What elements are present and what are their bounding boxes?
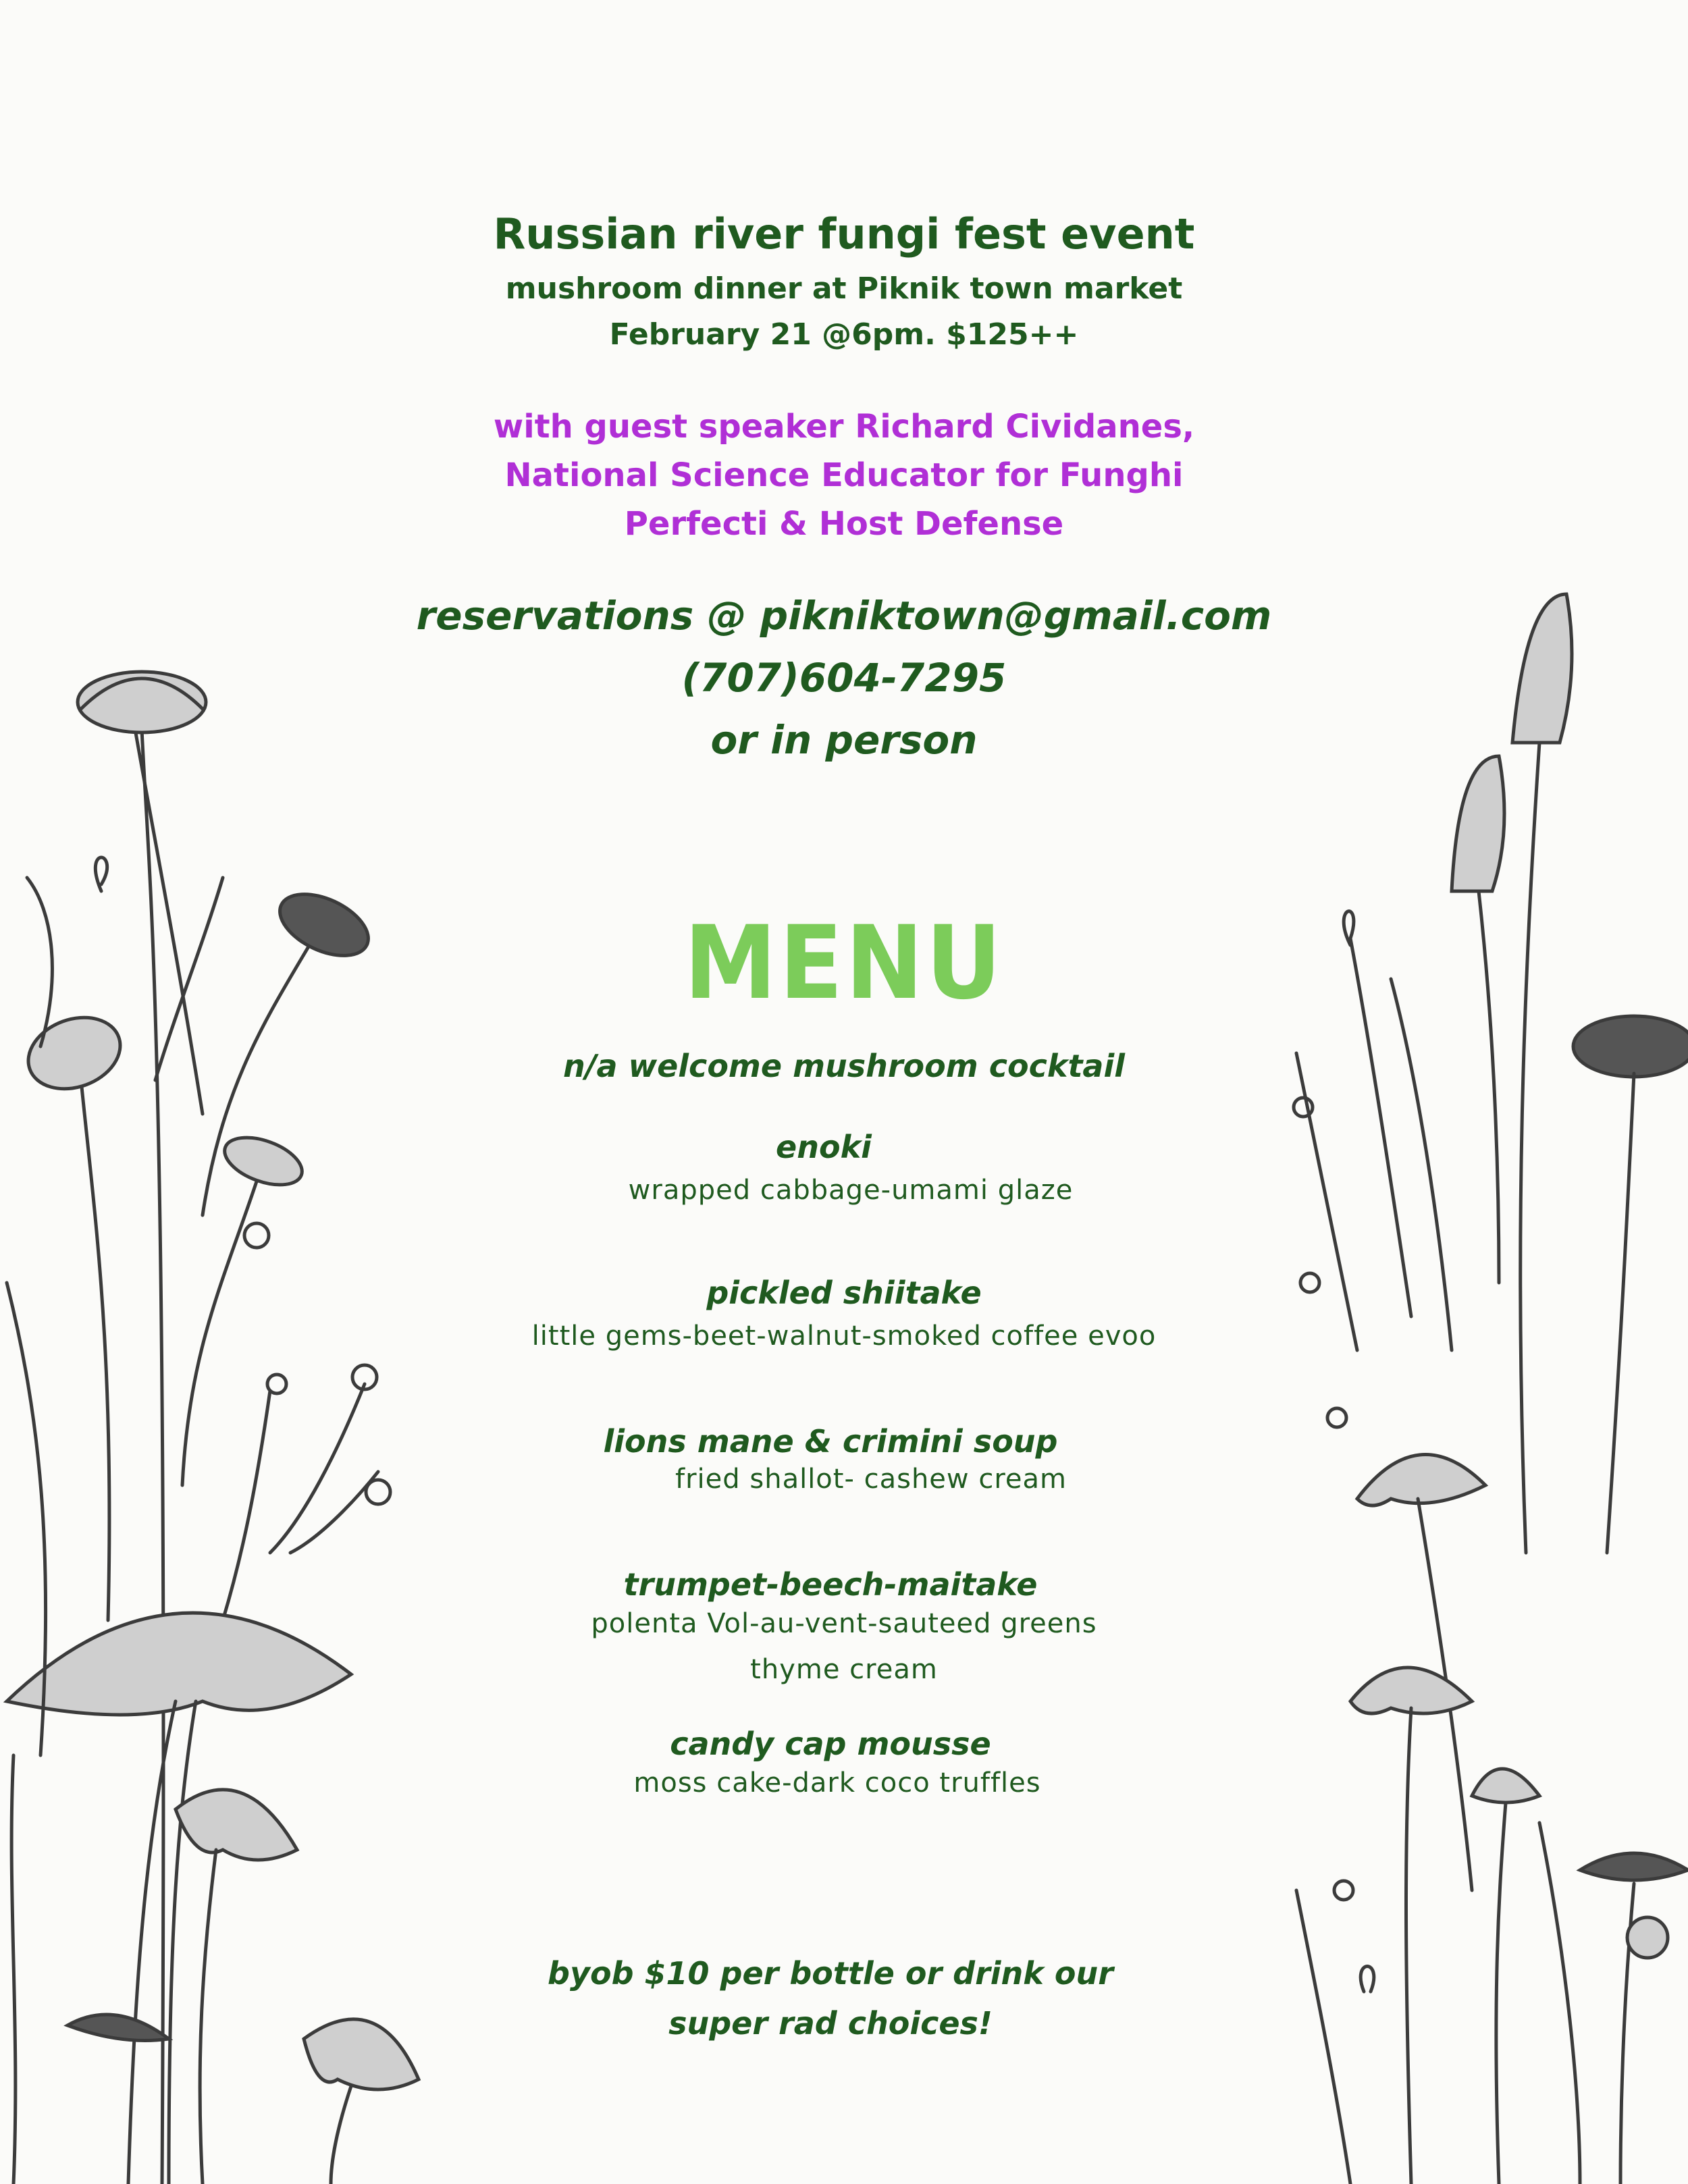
menu-welcome: n/a welcome mushroom cocktail [562,1048,1126,1084]
course-name-lions-mane: lions mane & crimini soup [603,1423,1058,1460]
event-title: Russian river fungi fest event [493,209,1195,259]
guest-speaker: with guest speaker Richard Cividanes, National Science Educator for Funghi Perfecti & Host Defense [493,408,1195,543]
course-desc-pickled-shiitake: little gems-beet-walnut-smoked coffee evoo [531,1321,1157,1352]
mushroom-illustration-left [0,0,432,2184]
event-subtitle: mushroom dinner at Piknik town market [505,271,1183,306]
course-desc-enoki: wrapped cabbage-umami glaze [628,1175,1074,1206]
menu-title: MENU [684,905,1004,1022]
reservations-email[interactable]: reservations @ pikniktown@gmail.com [416,593,1272,639]
course-desc2-trumpet: thyme cream [750,1654,938,1685]
course-name-pickled-shiitake: pickled shiitake [706,1275,982,1311]
course-desc-candy-cap: moss cake-dark coco truffles [633,1767,1041,1799]
course-name-candy-cap: candy cap mousse [670,1726,991,1762]
course-name-enoki: enoki [776,1129,872,1165]
course-name-trumpet: trumpet-beech-maitake [623,1566,1038,1603]
byob-line-1: byob $10 per bottle or drink our [548,1955,1113,1992]
course-desc-lions-mane: fried shallot- cashew cream [675,1464,1067,1495]
reservations-in-person: or in person [710,717,978,763]
course-desc-trumpet: polenta Vol-au-vent-sauteed greens [591,1608,1097,1639]
event-date-price: February 21 @6pm. $125++ [609,317,1079,352]
mushroom-illustration-right [1256,0,1688,2184]
byob-line-2: super rad choices! [668,2005,993,2042]
reservations-phone[interactable]: (707)604-7295 [681,655,1007,701]
